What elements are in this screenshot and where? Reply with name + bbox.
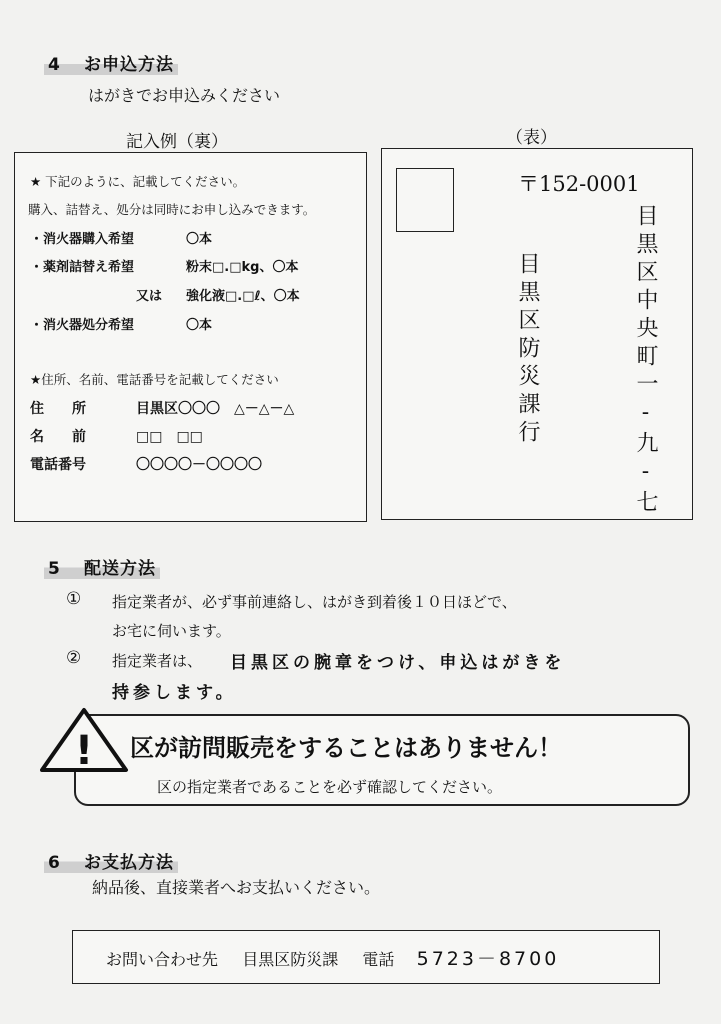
disposal-label: ・消火器処分希望 [30, 318, 135, 333]
warning-subtitle: 区の指定業者であることを必ず確認してください。 [157, 778, 503, 796]
section-6-title: お支払方法 [84, 853, 174, 873]
back-note-1: ★ 下記のように、記載してください。 [30, 174, 246, 189]
item-2-line-1b: 目黒区の腕章をつけ、申込はがきを [230, 653, 566, 673]
section-4-subtitle: はがきでお申込みください [88, 86, 281, 105]
refill-value: 粉末□.□kg、〇本 [186, 260, 299, 275]
section-4-heading [44, 50, 178, 75]
phone-label: 電話番号 [30, 457, 86, 473]
example-front-caption: （表） [506, 128, 557, 148]
contact-phone-label: 電話 [362, 950, 395, 969]
item-2-marker: ② [66, 648, 82, 668]
warning-triangle-icon [38, 706, 130, 774]
section-5-heading [44, 554, 160, 579]
postal-code: 〒152-0001 [518, 172, 640, 196]
contact-line [106, 944, 559, 971]
stamp-box [396, 168, 454, 232]
or-label: 又は [136, 289, 163, 304]
section-6-heading [44, 848, 178, 873]
name-value: □□ □□ [136, 429, 203, 445]
recipient-vertical: 目黒区防災課行 [515, 252, 540, 448]
warning-mark: ! [74, 728, 94, 774]
contact-department: 目黒区防災課 [242, 950, 339, 969]
item-2-line-2: 持参します。 [112, 683, 237, 703]
example-back-caption: 記入例（裏） [126, 132, 228, 152]
item-1-line-1: 指定業者が、必ず事前連絡し、はがき到着後１０日ほどで、 [112, 593, 517, 611]
disposal-value: 〇本 [186, 318, 213, 333]
section-6-number: 6 [48, 853, 61, 873]
name-label: 名 前 [30, 429, 86, 445]
address-vertical: 目黒区中央町一-九-七 [633, 204, 658, 518]
section-6-subtitle: 納品後、直接業者へお支払いください。 [92, 878, 381, 897]
section-5-title: 配送方法 [84, 559, 156, 579]
section-5-number: 5 [48, 559, 61, 579]
section-4-title: お申込方法 [84, 55, 174, 75]
contact-label: お問い合わせ先 [106, 950, 219, 969]
phone-value: 〇〇〇〇－〇〇〇〇 [136, 457, 262, 473]
item-1-marker: ① [66, 589, 82, 609]
item-2-line-1a: 指定業者は、 [112, 652, 203, 670]
purchase-label: ・消火器購入希望 [30, 232, 135, 247]
address-value: 目黒区〇〇〇 △－△－△ [136, 401, 295, 417]
item-1-line-2: お宅に伺います。 [112, 622, 231, 640]
contact-phone-number: 5723－8700 [416, 948, 560, 970]
refill-label: ・薬剤詰替え希望 [30, 260, 135, 275]
or-value: 強化液□.□ℓ、〇本 [186, 289, 300, 304]
section-4-number: 4 [48, 55, 61, 75]
back-note-2: 購入、詰替え、処分は同時にお申し込みできます。 [28, 202, 316, 217]
back-note-3: ★住所、名前、電話番号を記載してください [30, 372, 279, 387]
warning-title: 区が訪問販売をすることはありません！ [130, 734, 562, 762]
purchase-value: 〇本 [186, 232, 213, 247]
address-label: 住 所 [30, 401, 86, 417]
